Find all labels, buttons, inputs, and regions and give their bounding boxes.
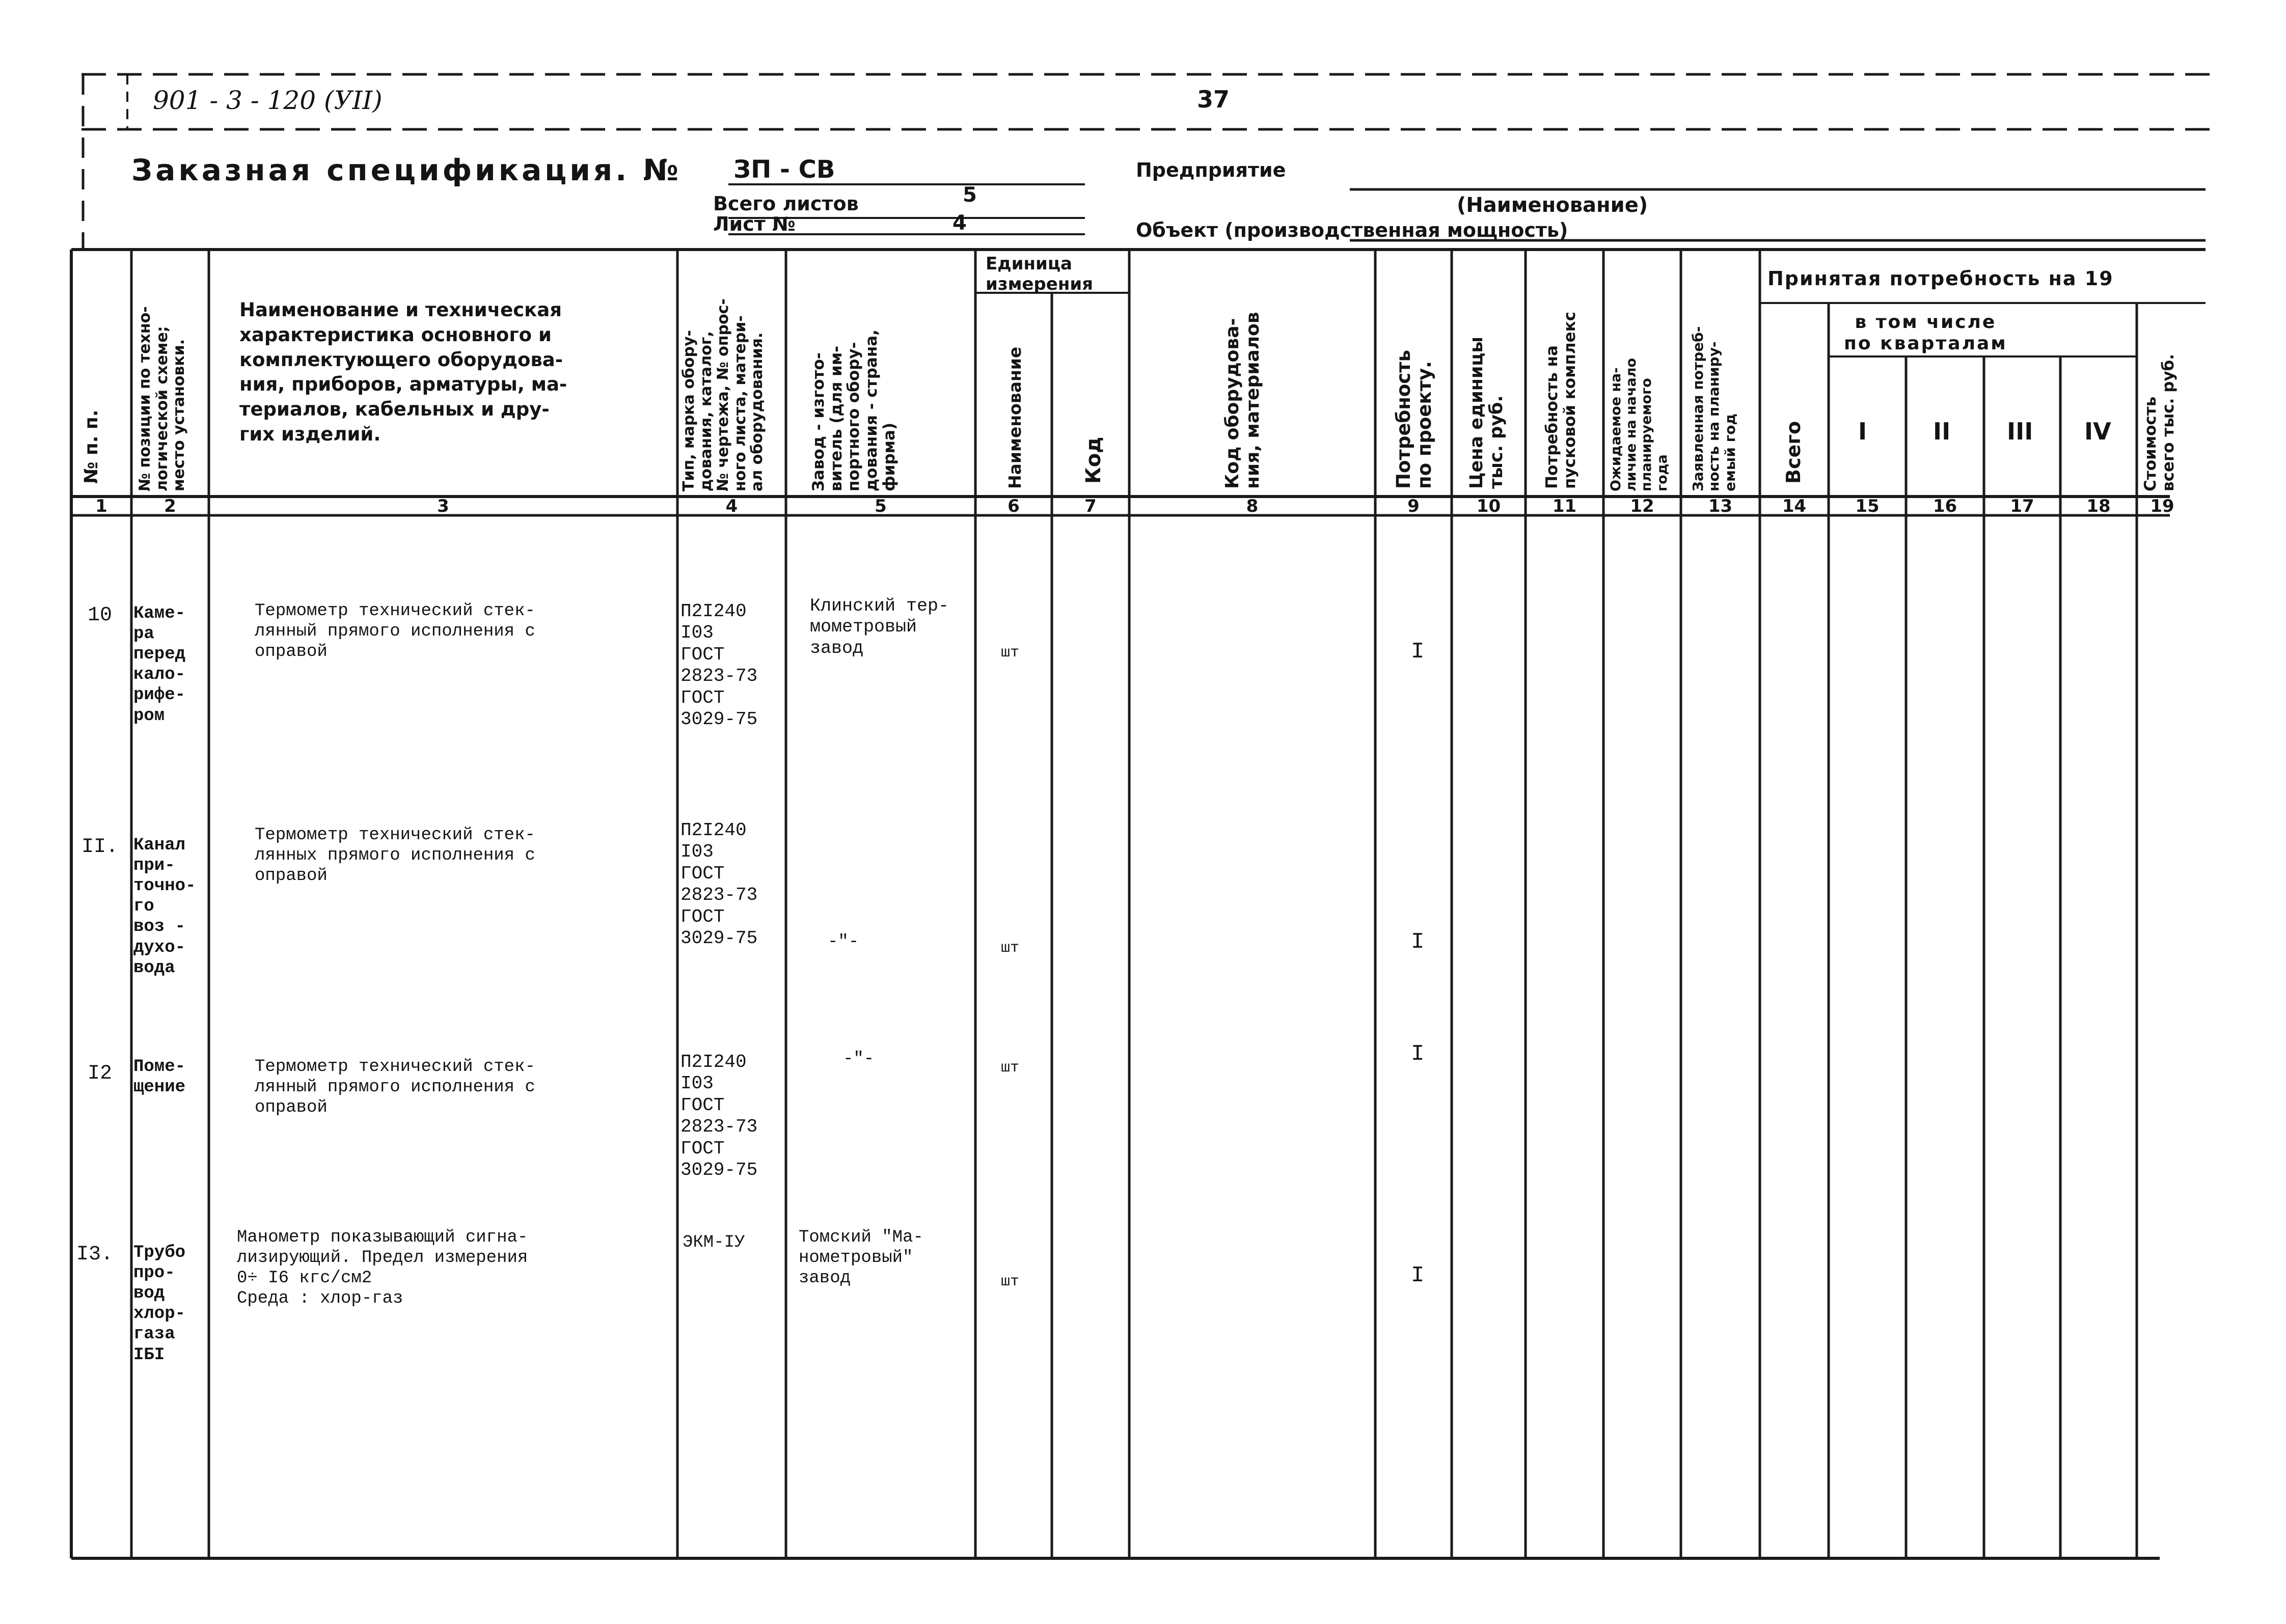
table-row-type: П2I240 I03 ГОСТ 2823-73 ГОСТ 3029-75 (681, 820, 758, 949)
table-row-maker: -"- (843, 1050, 875, 1069)
col-number: 9 (1407, 496, 1420, 516)
col-header-12: Ожидаемое на- личие на начало планируемого года (1608, 357, 1670, 491)
table-row-unit: шт (1001, 940, 1020, 957)
enterprise-label: Предприятие (1136, 159, 1286, 181)
col-number: 7 (1084, 496, 1097, 516)
col-header-7: Код (1082, 436, 1105, 484)
col-number: 13 (1708, 496, 1733, 516)
col-number: 2 (164, 496, 176, 516)
table-row-name: Манометр показывающий сигна- лизирующий. Предел измерения 0÷ I6 кгс/см2 Среда : хлор-газ (237, 1228, 528, 1309)
table-row-unit: шт (1001, 1059, 1020, 1077)
col-header-17: III (2007, 418, 2033, 445)
sheet-number-value: 4 (953, 211, 967, 235)
col-number: 15 (1855, 496, 1880, 516)
col-number: 14 (1782, 496, 1807, 516)
col-header-quarters-group: в том числе по кварталам (1844, 312, 2007, 354)
page-number: 37 (1197, 86, 1230, 113)
table-row-type: ЭКМ-IУ (683, 1233, 745, 1252)
sheets-total-value: 5 (963, 183, 977, 207)
table-row-maker: Клинский тер- мометровый завод (810, 596, 949, 658)
document-code: 901 - 3 - 120 (УII) (153, 86, 383, 115)
table-row-position: Поме- щение (133, 1057, 186, 1097)
table-row-qty: I (1411, 929, 1425, 955)
col-header-14: Всего (1782, 421, 1805, 484)
object-label: Объект (производственная мощность) (1136, 219, 1568, 241)
col-number: 19 (2150, 496, 2174, 516)
col-number: 4 (725, 496, 738, 516)
col-header-16: II (1933, 418, 1951, 445)
col-header-11: Потребность на пусковой комплекс (1543, 311, 1579, 489)
table-row-type: П2I240 I03 ГОСТ 2823-73 ГОСТ 3029-75 (681, 1052, 758, 1181)
table-row-no: II. (81, 836, 119, 859)
sheet-label: Лист № (713, 213, 796, 235)
table-row-maker: -"- (828, 932, 859, 952)
col-header-unit-group: Единица измерения (986, 254, 1093, 295)
naming-label: (Наименование) (1457, 194, 1648, 217)
col-header-2: № позиции по техно- логической схеме; место установки. (136, 306, 188, 491)
table-row-position: Канал при- точно- го воз - духо- вода (133, 836, 196, 978)
col-header-9: Потребность по проекту. (1393, 349, 1436, 489)
col-header-1: № п. п. (81, 409, 102, 484)
table-row-name: Термометр технический стек- лянный прямого исполнения с оправой (255, 601, 535, 662)
col-header-8: Код оборудова- ния, материалов (1222, 312, 1264, 489)
form-title: Заказная спецификация. № (131, 153, 682, 187)
spec-number: ЗП - СВ (733, 155, 835, 184)
col-number: 10 (1476, 496, 1501, 516)
table-row-no: I3. (76, 1243, 114, 1266)
table-row-unit: шт (1001, 1273, 1020, 1290)
table-row-name: Термометр технический стек- лянный прямого исполнения с оправой (255, 1057, 535, 1118)
col-number: 18 (2086, 496, 2111, 516)
col-header-18: IV (2084, 418, 2111, 445)
col-number: 16 (1933, 496, 1957, 516)
col-number: 3 (437, 496, 449, 516)
col-header-6: Наименование (1005, 346, 1025, 489)
col-number: 17 (2010, 496, 2034, 516)
col-header-19: Стоимость всего тыс. руб. (2141, 353, 2178, 491)
col-number: 1 (95, 496, 107, 516)
col-number: 8 (1246, 496, 1259, 516)
table-row-position: Каме- ра перед кало- рифе- ром (133, 604, 186, 726)
col-header-10: Цена единицы тыс. руб. (1466, 336, 1507, 489)
table-row-qty: I (1411, 1041, 1425, 1067)
col-number: 6 (1008, 496, 1020, 516)
table-row-no: 10 (88, 604, 113, 627)
col-header-accepted-group: Принятая потребность на 19 (1767, 267, 2114, 290)
table-row-position: Трубо про- вод хлор- газа IБI (133, 1243, 186, 1365)
table-row-type: П2I240 I03 ГОСТ 2823-73 ГОСТ 3029-75 (681, 601, 758, 730)
col-number: 11 (1552, 496, 1577, 516)
col-header-4: Тип, марка обору- дования, каталог, № чертежа, № опрос- ного листа, матери- ал оборудования. (680, 298, 767, 491)
table-row-qty: I (1411, 639, 1425, 665)
table-row-no: I2 (88, 1062, 113, 1085)
col-header-13: Заявленная потреб- ность на планиру- емый год (1690, 326, 1738, 491)
sheets-total-label: Всего листов (713, 192, 859, 215)
table-row-unit: шт (1001, 644, 1020, 662)
col-header-3: Наименование и техническая характеристика основного и комплектующего оборудова- ния, приборов, арматуры, ма- териалов, кабельных и дру- гих изделий. (239, 299, 567, 446)
col-header-15: I (1858, 418, 1867, 445)
table-row-maker: Томский "Ма- нометровый" завод (799, 1228, 923, 1288)
table-row-name: Термометр технический стек- лянных прямого исполнения с оправой (255, 825, 535, 886)
table-row-qty: I (1411, 1263, 1425, 1288)
col-header-5: Завод - изгото- витель (для им- портного обору- дования - страна, фирма) (809, 329, 899, 491)
col-number: 12 (1630, 496, 1654, 516)
col-number: 5 (875, 496, 887, 516)
